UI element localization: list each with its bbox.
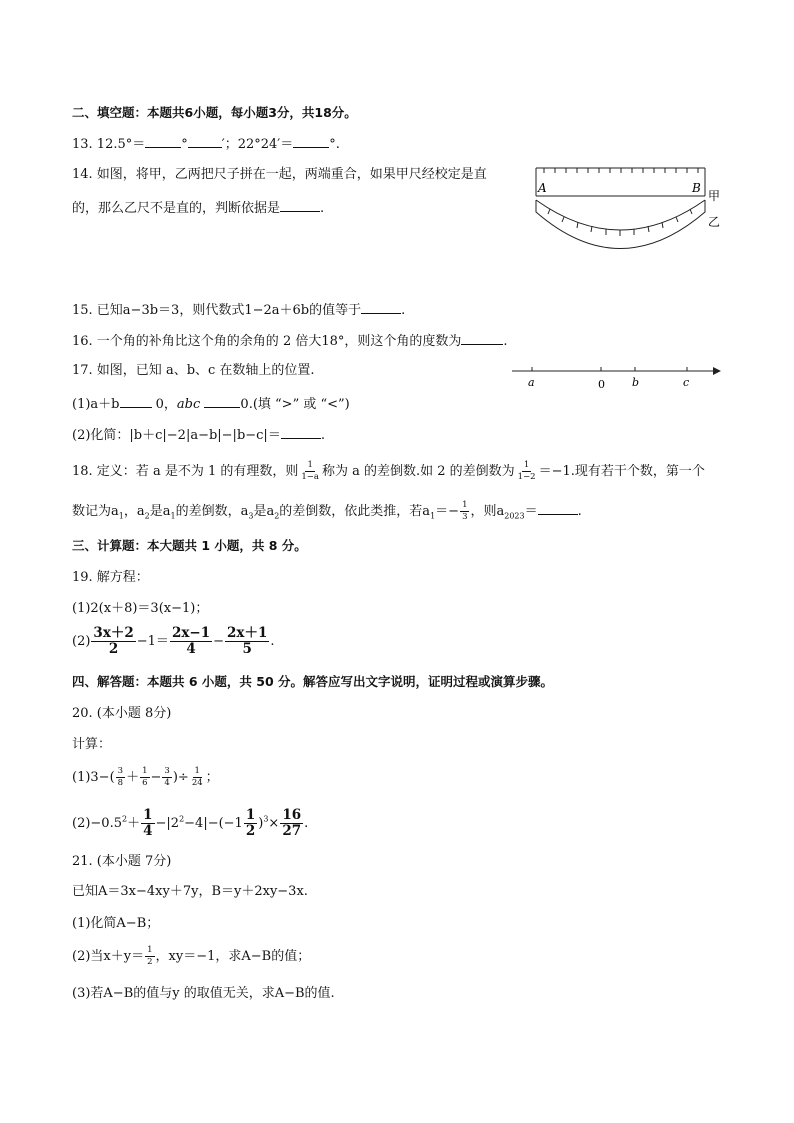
question-20-part-2: $(2)-0.5^2+$ $\frac{1}{4}$ $-|2^2-4|-(-1$ $\frac{1}{2}$ )$^3$× $\frac{16}{27}$ . bbox=[72, 807, 309, 839]
question-21-part-2: (2)当x＋y＝ $\frac{1}{2}$ ，xy＝−1，求A−B的值； bbox=[72, 945, 311, 967]
question-15: 15. 已知a−3b＝3，则代数式1−2a＋6b的值等于 . bbox=[72, 300, 405, 320]
fraction: $\frac{3}{4}$ bbox=[164, 766, 170, 788]
fraction: $\frac{2x+1}{5}$ bbox=[227, 625, 268, 657]
axis-label-a: a bbox=[528, 376, 535, 389]
fraction: $\frac{16}{27}$ bbox=[282, 807, 302, 839]
fraction: $\frac{1}{4}$ bbox=[143, 807, 153, 839]
question-14-line-2: 的，那么乙尺不是直的，判断依据是 . bbox=[72, 198, 324, 218]
question-19-title: 19. 解方程： bbox=[72, 570, 149, 585]
answer-blank[interactable] bbox=[293, 134, 329, 148]
answer-blank[interactable] bbox=[145, 134, 181, 148]
question-20-part-1: (1)3−( $\frac{3}{8}$ ＋ $\frac{1}{6}$ − $\frac{3}{4}$ )÷ $\frac{1}{24}$ ； bbox=[72, 766, 219, 788]
section-2-title: 二、填空题：本题共6小题，每小题3分，共18分。 bbox=[72, 105, 357, 120]
fraction: $\frac{3}{8}$ bbox=[117, 766, 124, 788]
label-yi: 乙 bbox=[708, 215, 721, 229]
axis-label-zero: 0 bbox=[598, 378, 605, 391]
fraction: $\frac{1}{2}$ bbox=[245, 807, 256, 839]
fraction: $\frac{3x+2}{2}$ bbox=[93, 625, 134, 657]
fraction: $\frac{1}{3}$ bbox=[462, 500, 468, 522]
ruler-yi-ticks bbox=[548, 209, 692, 236]
fraction: $\frac{1}{6}$ bbox=[142, 766, 148, 788]
question-16: 16. 一个角的补角比这个角的余角的 2 倍大18°，则这个角的度数为 . bbox=[72, 331, 508, 351]
fraction: $\frac{1}{1-2}$ bbox=[517, 460, 536, 482]
answer-blank[interactable] bbox=[204, 394, 240, 408]
section-3-title: 三、计算题：本大题共 1 小题，共 8 分。 bbox=[72, 538, 307, 553]
answer-blank[interactable] bbox=[280, 198, 320, 212]
answer-blank[interactable] bbox=[120, 394, 152, 408]
answer-blank[interactable] bbox=[538, 501, 578, 515]
question-13: 13. 12.5°＝ ° ′；22°24′＝ °. bbox=[72, 134, 340, 154]
fraction: $\frac{1}{1-a}$ bbox=[301, 460, 319, 482]
ruler-jia-ticks bbox=[544, 168, 698, 173]
axis-label-c: c bbox=[683, 376, 690, 389]
label-jia: 甲 bbox=[708, 189, 721, 203]
fraction: $\frac{1}{24}$ bbox=[191, 766, 203, 788]
question-21-title: 21. (本小题 7分) bbox=[72, 854, 172, 869]
number-line bbox=[510, 362, 725, 392]
ruler-yi-outer-arc bbox=[536, 200, 705, 249]
question-21-given: 已知A＝3x−4xy＋7y，B＝y＋2xy−3x. bbox=[72, 884, 308, 899]
question-17-part-2: (2)化简：|b＋c|−2|a−b|−|b−c|＝ . bbox=[72, 425, 325, 445]
question-17-line-1: 17. 如图，已知 a、b、c 在数轴上的位置. bbox=[72, 363, 315, 378]
ruler-yi-inner-arc bbox=[536, 200, 705, 230]
answer-blank[interactable] bbox=[281, 425, 321, 439]
section-4-title: 四、解答题：本题共 6 小题，共 50 分。解答应写出文字说明，证明过程或演算步骤。 bbox=[72, 674, 554, 689]
label-a: A bbox=[538, 181, 547, 195]
question-20-calc: 计算： bbox=[72, 737, 112, 752]
fraction: $\frac{1}{2}$ bbox=[147, 945, 153, 967]
question-19-part-2: (2) $\frac{3x+2}{2}$ −1＝ $\frac{2x-1}{4}$ − $\frac{2x+1}{5}$ . bbox=[72, 625, 275, 657]
ruler-figure bbox=[530, 160, 730, 260]
question-21-part-3: (3)若A−B的值与y 的取值无关，求A−B的值. bbox=[72, 986, 335, 1001]
question-17-part-1: (1)a＋b 0，abc 0.(填 “>” 或 “<”) bbox=[72, 394, 350, 414]
answer-blank[interactable] bbox=[188, 134, 222, 148]
question-19-part-1: (1)2(x＋8)＝3(x−1)； bbox=[72, 601, 209, 616]
label-b: B bbox=[692, 181, 701, 195]
question-21-part-1: (1)化简A−B； bbox=[72, 916, 160, 931]
question-14-line-1: 14. 如图，将甲，乙两把尺子拼在一起，两端重合，如果甲尺经校定是直 bbox=[72, 167, 487, 182]
question-18-line-1: 18. 定义：若 a 是不为 1 的有理数，则 $\frac{1}{1-a}$ 称为 a 的差倒数.如 2 的差倒数为 $\frac{1}{1-2}$ ＝−1.现有若干个数，第一个 bbox=[72, 460, 705, 482]
question-20-title: 20. (本小题 8分) bbox=[72, 706, 172, 721]
axis-arrow bbox=[713, 367, 721, 375]
question-18-line-2: 数记为$a_1$，$a_2$是$a_1$的差倒数，$a_3$是$a_2$的差倒数，依此类推，若$a_1=-$ $\frac{1}{3}$ ，则$a_{2023}=$ . bbox=[72, 500, 582, 522]
answer-blank[interactable] bbox=[461, 331, 503, 345]
fraction: $\frac{2x-1}{4}$ bbox=[171, 625, 211, 657]
answer-blank[interactable] bbox=[361, 300, 401, 314]
axis-label-b: b bbox=[632, 376, 640, 389]
